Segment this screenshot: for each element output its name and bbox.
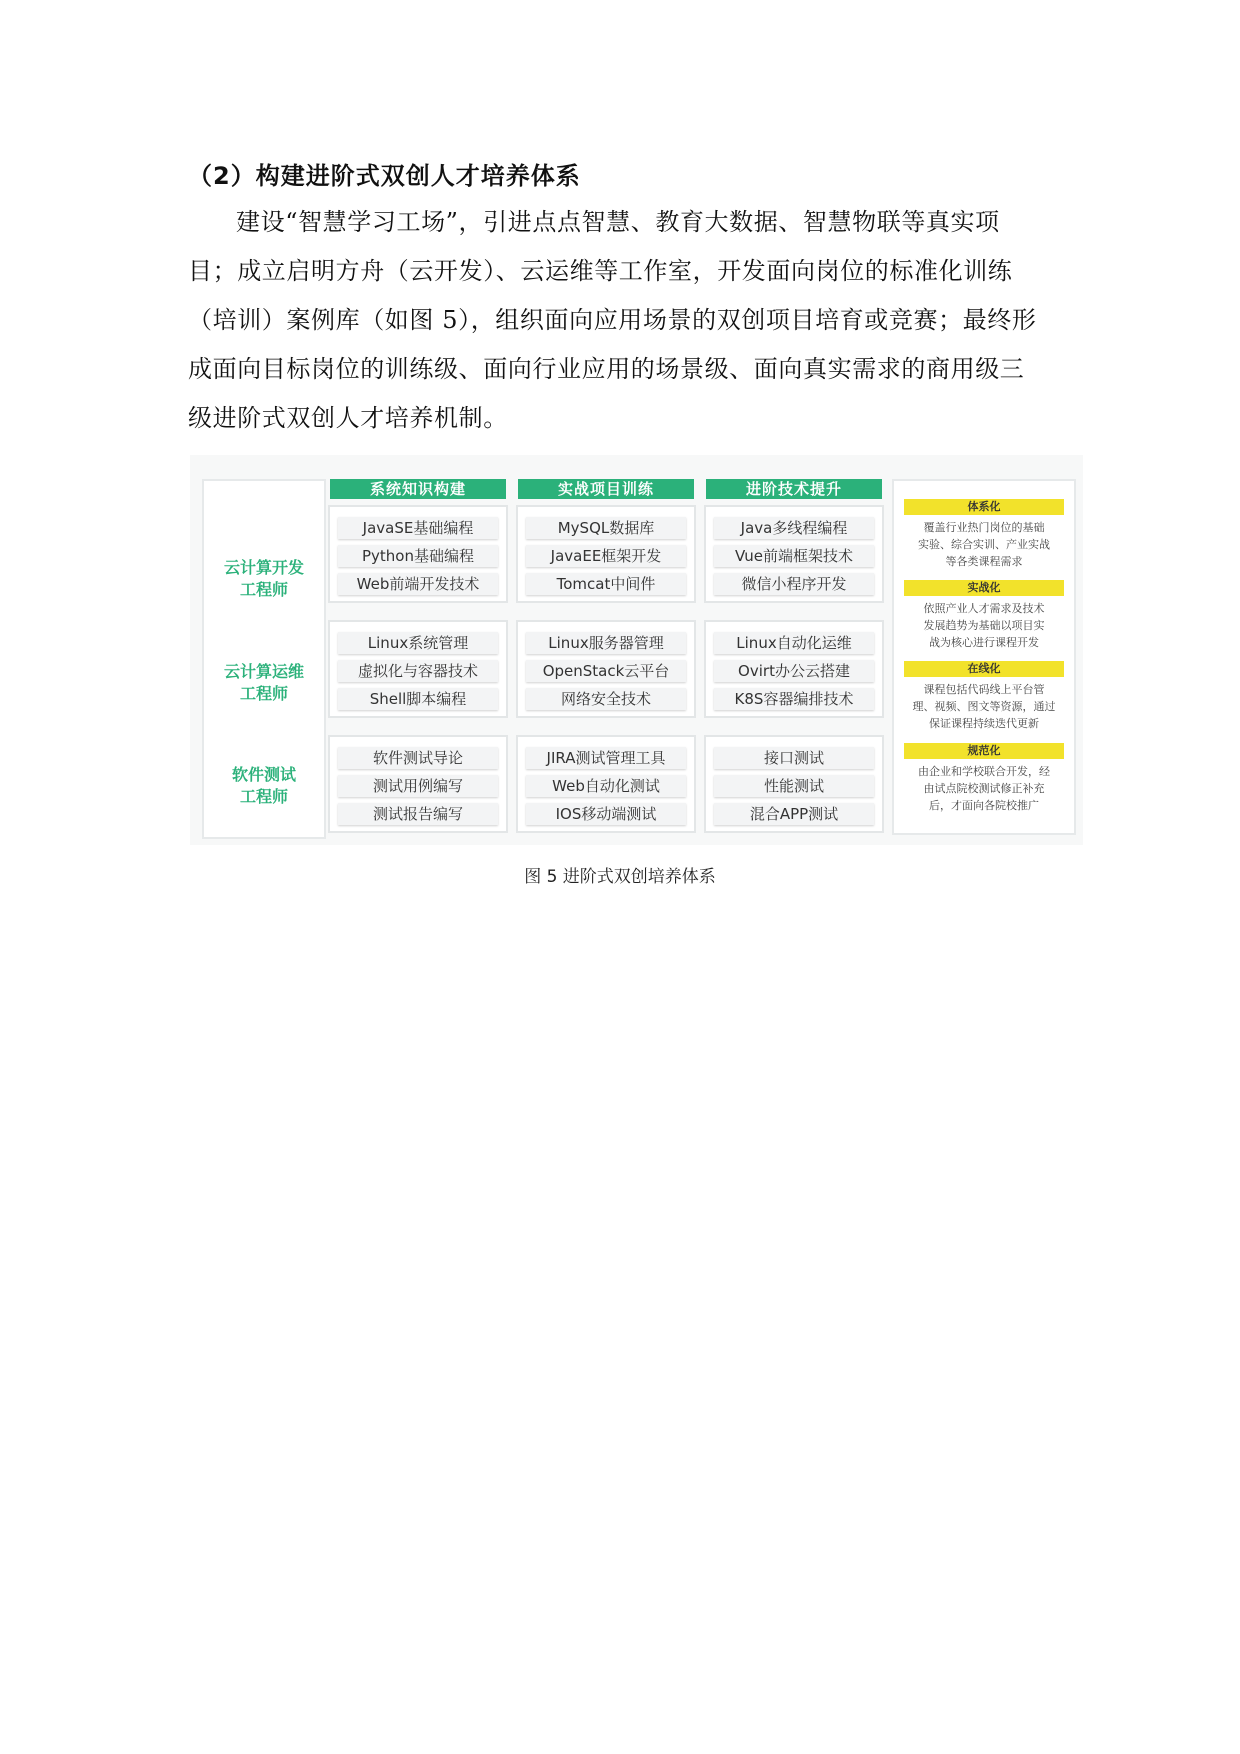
note-title: 实战化 xyxy=(904,580,1064,596)
course-item: Linux服务器管理 xyxy=(526,632,686,654)
course-item: Linux系统管理 xyxy=(338,632,498,654)
course-item: Web前端开发技术 xyxy=(338,573,498,595)
course-cell xyxy=(328,505,508,603)
course-item: Ovirt办公云搭建 xyxy=(714,660,874,682)
note-line: 由企业和学校联合开发，经 xyxy=(918,765,1050,778)
course-item: Linux自动化运维 xyxy=(714,632,874,654)
course-cell xyxy=(704,620,884,718)
course-item: IOS移动端测试 xyxy=(526,803,686,825)
course-item: JIRA测试管理工具 xyxy=(526,747,686,769)
role-column xyxy=(202,479,326,839)
column-header: 实战项目训练 xyxy=(518,479,694,499)
note-line: 理、视频、图文等资源，通过 xyxy=(912,700,1056,713)
course-item: 微信小程序开发 xyxy=(714,573,874,595)
course-item: 测试报告编写 xyxy=(338,803,498,825)
course-item: Shell脚本编程 xyxy=(338,688,498,710)
note-line: 保证课程持续迭代更新 xyxy=(929,717,1039,730)
course-item: 软件测试导论 xyxy=(338,747,498,769)
course-item: JavaEE框架开发 xyxy=(526,545,686,567)
course-item: JavaSE基础编程 xyxy=(338,517,498,539)
role-line: 工程师 xyxy=(239,580,288,599)
course-cell xyxy=(704,505,884,603)
features-panel xyxy=(892,479,1076,835)
section-heading: （2）构建进阶式双创人才培养体系 xyxy=(188,162,581,190)
note-title: 体系化 xyxy=(904,499,1064,515)
course-cell xyxy=(704,735,884,833)
note-line: 课程包括代码线上平台管 xyxy=(923,683,1045,696)
figure-caption: 图 5 进阶式双创培养体系 xyxy=(524,867,716,887)
course-cell xyxy=(516,505,696,603)
course-item: Vue前端框架技术 xyxy=(714,545,874,567)
role-label xyxy=(204,764,324,808)
role-line: 云计算运维 xyxy=(223,662,304,681)
training-system-figure xyxy=(190,455,1083,845)
note-line: 依照产业人才需求及技术 xyxy=(923,602,1045,615)
role-label xyxy=(204,557,324,601)
body-paragraph: 建设“智慧学习工场”，引进点点智慧、教育大数据、智慧物联等真实项目；成立启明方舟（云开发）、云运维等工作室，开发面向岗位的标准化训练（培训）案例库（如图 5），组织面向应用场景的双创项目培育或竞赛；最终形成面向目标岗位的训练级、面向行业应用的场景级、面向真实需求的商用级三级进阶式双创人才培养机制。 xyxy=(188,208,1037,432)
column-header: 进阶技术提升 xyxy=(706,479,882,499)
note-line: 覆盖行业热门岗位的基础 xyxy=(923,521,1045,534)
note-body xyxy=(900,519,1068,570)
role-line: 工程师 xyxy=(239,684,288,703)
course-item: 性能测试 xyxy=(714,775,874,797)
note-body xyxy=(900,763,1068,814)
note-title: 规范化 xyxy=(904,743,1064,759)
course-cell xyxy=(516,620,696,718)
note-line: 由试点院校测试修正补充 xyxy=(923,782,1045,795)
role-label xyxy=(204,661,324,705)
course-item: 虚拟化与容器技术 xyxy=(338,660,498,682)
role-line: 软件测试 xyxy=(231,765,296,784)
note-line: 实验、综合实训、产业实战 xyxy=(918,538,1050,551)
course-cell xyxy=(516,735,696,833)
note-line: 等各类课程需求 xyxy=(945,555,1023,568)
note-body xyxy=(900,681,1068,732)
course-item: Web自动化测试 xyxy=(526,775,686,797)
course-item: 接口测试 xyxy=(714,747,874,769)
note-title: 在线化 xyxy=(904,661,1064,677)
course-item: MySQL数据库 xyxy=(526,517,686,539)
note-line: 发展趋势为基础以项目实 xyxy=(923,619,1045,632)
course-item: 网络安全技术 xyxy=(526,688,686,710)
course-cell xyxy=(328,735,508,833)
role-line: 工程师 xyxy=(239,787,288,806)
course-item: 混合APP测试 xyxy=(714,803,874,825)
role-line: 云计算开发 xyxy=(223,558,304,577)
course-item: Java多线程编程 xyxy=(714,517,874,539)
course-item: K8S容器编排技术 xyxy=(714,688,874,710)
course-cell xyxy=(328,620,508,718)
column-header: 系统知识构建 xyxy=(330,479,506,499)
course-item: Tomcat中间件 xyxy=(526,573,686,595)
note-line: 后，才面向各院校推广 xyxy=(929,799,1039,812)
course-item: OpenStack云平台 xyxy=(526,660,686,682)
course-item: Python基础编程 xyxy=(338,545,498,567)
note-line: 战为核心进行课程开发 xyxy=(929,636,1039,649)
course-item: 测试用例编写 xyxy=(338,775,498,797)
note-body xyxy=(900,600,1068,651)
